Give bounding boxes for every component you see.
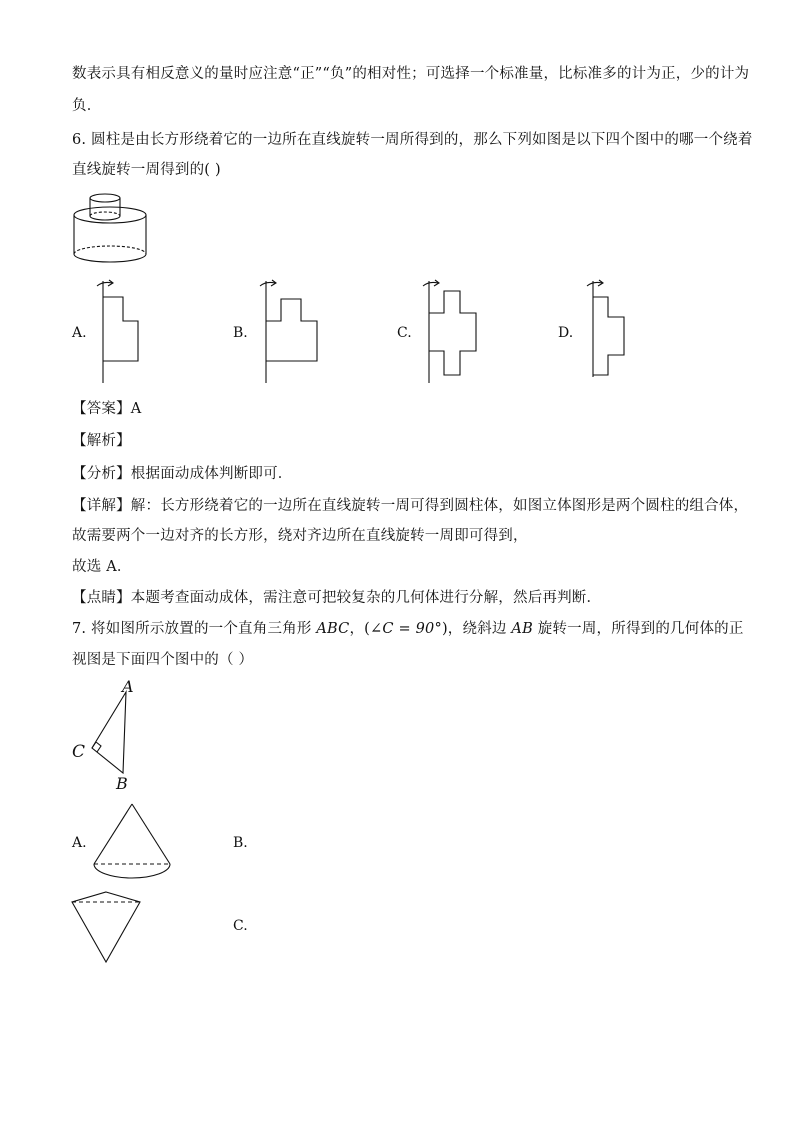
answer-line: 【答案】A: [72, 401, 142, 417]
q7-text-part-a: 7. 将如图所示放置的一个直角三角形: [72, 621, 317, 637]
question-7-line-2: 视图是下面四个图中的（ ）: [72, 652, 254, 668]
q6-option-a-label: A.: [72, 325, 87, 341]
q7-option-c-label: C.: [233, 918, 248, 934]
q7-text-part-c: )，绕斜边: [441, 621, 512, 637]
analysis-fenxi: 【分析】根据面动成体判断即可．: [72, 466, 293, 482]
analysis-xiangjie-2: 故需要两个一边对齐的长方形，绕对齐边所在直线旋转一周即可得到，: [72, 528, 528, 544]
q6-option-d-label: D.: [558, 325, 574, 341]
q6-option-c-label: C.: [397, 325, 412, 341]
analysis-heading: 【解析】: [72, 433, 131, 449]
text-line-2: 负．: [72, 98, 102, 114]
q6-option-d-figure: [582, 277, 634, 385]
q7-option-b-double-cone-figure: [68, 890, 144, 966]
q6-option-c-figure: [418, 277, 480, 385]
composite-cylinder-figure: [70, 190, 152, 266]
analysis-dianjing: 【点睛】本题考查面动成体，需注意可把较复杂的几何体进行分解，然后再判断．: [72, 590, 602, 606]
q7-option-a-cone-figure: [88, 800, 178, 886]
q7-text-part-d: 旋转一周，所得到的几何体的正: [532, 621, 744, 637]
q7-option-b-label: B.: [233, 835, 248, 851]
question-7-line-1: [72, 619, 744, 639]
analysis-xiangjie-1: 【详解】解：长方形绕着它的一边所在直线旋转一周可得到圆柱体，如图立体图形是两个圆柱的组合体，: [72, 498, 749, 514]
vertex-a-label: A: [122, 677, 134, 696]
q7-hypotenuse: AB: [511, 621, 533, 637]
analysis-conclusion: 故选 A．: [72, 559, 132, 575]
q6-option-a-figure: [92, 277, 152, 385]
text-line-1: 数表示具有相反意义的量时应注意“正”“负”的相对性；可选择一个标准量，比标准多的计为正，少的计为: [72, 66, 750, 82]
vertex-c-label: C: [72, 742, 86, 762]
question-6-line-2: 直线旋转一周得到的( ): [72, 162, 221, 178]
q6-option-b-label: B.: [233, 325, 248, 341]
q7-text-part-b: ，(: [349, 621, 371, 637]
vertex-b-label: B: [116, 774, 128, 793]
question-6-line-1: 6. 圆柱是由长方形绕着它的一边所在直线旋转一周所得到的，那么下列如图是以下四个图中的哪一个绕着: [72, 132, 753, 148]
q7-option-a-label: A.: [72, 835, 87, 851]
q6-option-b-figure: [255, 277, 325, 385]
q7-triangle-name: ABC: [316, 621, 350, 637]
right-triangle-abc-figure: [68, 676, 148, 798]
q7-angle-condition: ∠C = 90°: [370, 621, 442, 637]
